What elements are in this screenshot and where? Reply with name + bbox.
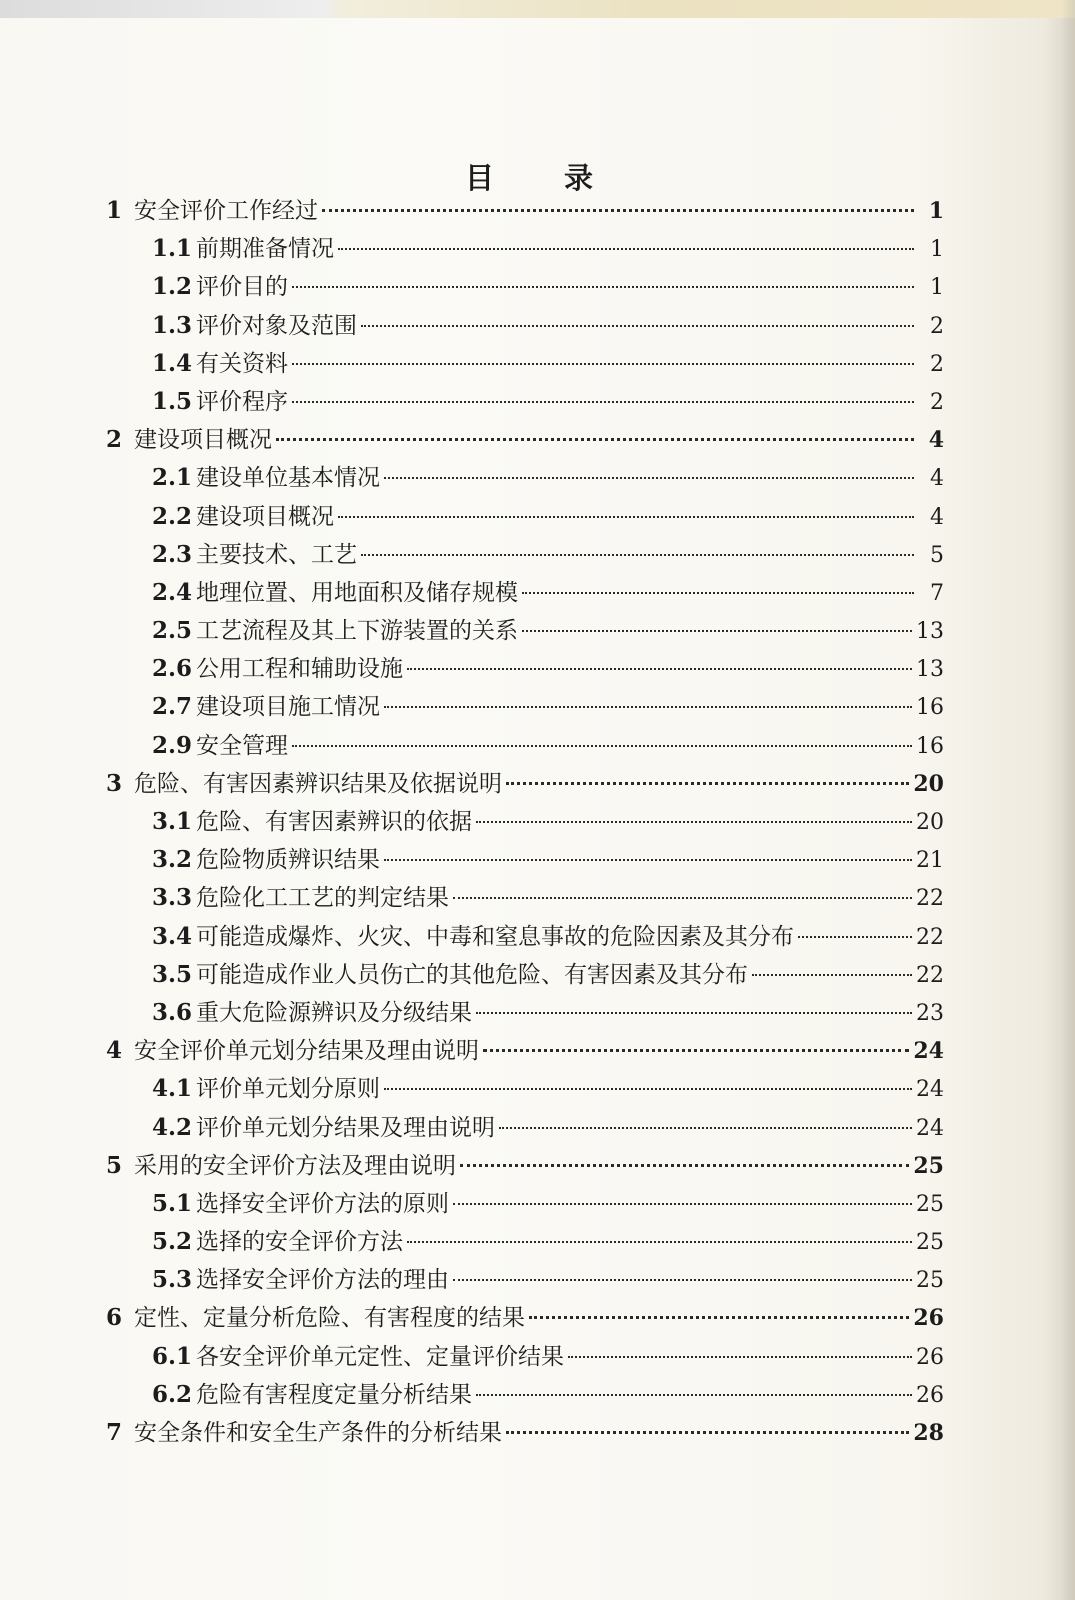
scan-right-edge bbox=[1061, 0, 1075, 1600]
toc-page-number: 1 bbox=[930, 237, 944, 263]
toc-section-entry[interactable] bbox=[106, 1261, 944, 1299]
toc-page-number: 13 bbox=[916, 619, 944, 645]
toc-entry-title: 危险、有害因素辨识的依据 bbox=[196, 809, 472, 835]
toc-page-number: 26 bbox=[916, 1344, 944, 1370]
toc-section-entry[interactable] bbox=[106, 498, 944, 536]
toc-page-number: 21 bbox=[916, 848, 944, 874]
toc-entry-number: 3.6 bbox=[152, 998, 193, 1026]
toc-entry-title: 前期准备情况 bbox=[196, 236, 334, 263]
toc-entry-number: 2.2 bbox=[152, 502, 193, 530]
toc-section-entry[interactable] bbox=[106, 994, 944, 1032]
toc-section-entry[interactable] bbox=[106, 307, 944, 345]
toc-page-number: 22 bbox=[916, 924, 944, 950]
toc-section-entry[interactable] bbox=[106, 345, 944, 383]
toc-entry-number: 5.1 bbox=[152, 1189, 193, 1217]
toc-entry-title: 评价对象及范围 bbox=[196, 312, 357, 339]
toc-entry-title: 安全条件和安全生产条件的分析结果 bbox=[134, 1420, 502, 1446]
toc-dot-leader bbox=[384, 477, 914, 479]
toc-section-entry[interactable] bbox=[106, 727, 944, 765]
toc-chapter-entry[interactable] bbox=[106, 1414, 944, 1452]
toc-section-entry[interactable] bbox=[106, 574, 944, 612]
toc-entry-title: 有关资料 bbox=[196, 350, 288, 377]
toc-entry-number: 2.5 bbox=[152, 617, 193, 645]
toc-entry-title: 重大危险源辨识及分级结果 bbox=[196, 999, 472, 1026]
toc-entry-number: 3.4 bbox=[152, 922, 193, 950]
toc-page-number: 2 bbox=[930, 389, 944, 415]
toc-entry-number: 4.1 bbox=[152, 1075, 193, 1103]
toc-dot-leader bbox=[292, 363, 914, 365]
toc-entry-title: 建设项目概况 bbox=[196, 503, 334, 530]
toc-chapter-entry[interactable] bbox=[106, 192, 944, 230]
toc-entry-title: 选择安全评价方法的理由 bbox=[196, 1267, 449, 1294]
toc-dot-leader bbox=[292, 401, 914, 403]
toc-entry-number: 2.9 bbox=[152, 731, 193, 759]
toc-entry-title: 工艺流程及其上下游装置的关系 bbox=[196, 618, 518, 645]
toc-section-entry[interactable] bbox=[106, 612, 944, 650]
toc-entry-title: 危险有害程度定量分析结果 bbox=[196, 1381, 472, 1408]
toc-dot-leader bbox=[798, 936, 912, 938]
toc-dot-leader bbox=[276, 438, 914, 441]
toc-dot-leader bbox=[476, 821, 912, 823]
toc-page-number: 4 bbox=[930, 504, 944, 530]
toc-chapter-entry[interactable] bbox=[106, 421, 944, 459]
toc-dot-leader bbox=[476, 1012, 912, 1014]
toc-entry-title: 建设项目施工情况 bbox=[196, 694, 380, 721]
toc-entry-number: 4 bbox=[106, 1037, 123, 1065]
page-title: 目 录 bbox=[464, 161, 624, 195]
toc-section-entry[interactable] bbox=[106, 956, 944, 994]
toc-entry-title: 评价目的 bbox=[196, 274, 288, 301]
toc-section-entry[interactable] bbox=[106, 1376, 944, 1414]
toc-entry-number: 2.3 bbox=[152, 540, 193, 568]
toc-dot-leader bbox=[529, 1316, 909, 1319]
toc-entry-number: 3 bbox=[106, 769, 123, 797]
toc-page-number: 16 bbox=[916, 733, 944, 759]
toc-section-entry[interactable] bbox=[106, 918, 944, 956]
toc-page-number: 26 bbox=[913, 1305, 944, 1332]
toc-dot-leader bbox=[453, 1279, 912, 1281]
scan-top-edge bbox=[0, 0, 1075, 18]
toc-entry-title: 主要技术、工艺 bbox=[196, 541, 357, 568]
toc-page-number: 25 bbox=[916, 1191, 944, 1217]
toc-dot-leader bbox=[483, 1049, 909, 1052]
toc-section-entry[interactable] bbox=[106, 383, 944, 421]
toc-dot-leader bbox=[322, 209, 914, 212]
toc-dot-leader bbox=[506, 1431, 909, 1434]
toc-entry-number: 2.4 bbox=[152, 578, 193, 606]
toc-entry-number: 1 bbox=[106, 197, 123, 224]
toc-section-entry[interactable] bbox=[106, 841, 944, 879]
toc-page-number: 5 bbox=[930, 542, 944, 568]
toc-page-number: 26 bbox=[916, 1382, 944, 1408]
toc-entry-number: 1.5 bbox=[152, 387, 193, 415]
toc-page-number: 7 bbox=[930, 580, 944, 606]
toc-dot-leader bbox=[453, 1203, 912, 1205]
toc-dot-leader bbox=[384, 1088, 912, 1090]
toc-section-entry[interactable] bbox=[106, 688, 944, 726]
toc-entry-title: 选择安全评价方法的原则 bbox=[196, 1190, 449, 1217]
toc-entry-number: 6 bbox=[106, 1304, 123, 1332]
toc-page-number: 25 bbox=[916, 1230, 944, 1256]
toc-entry-number: 6.1 bbox=[152, 1342, 193, 1370]
toc-entry-title: 定性、定量分析危险、有害程度的结果 bbox=[134, 1305, 525, 1332]
toc-entry-title: 评价单元划分结果及理由说明 bbox=[196, 1114, 495, 1141]
toc-page-number: 23 bbox=[916, 1000, 944, 1026]
toc-section-entry[interactable] bbox=[106, 1070, 944, 1108]
toc-entry-number: 1.3 bbox=[152, 311, 193, 339]
toc-entry-title: 可能造成作业人员伤亡的其他危险、有害因素及其分布 bbox=[196, 961, 748, 988]
toc-entry-title: 安全管理 bbox=[196, 732, 288, 759]
toc-section-entry[interactable] bbox=[106, 879, 944, 917]
toc-dot-leader bbox=[506, 782, 909, 785]
toc-page-number: 28 bbox=[913, 1420, 944, 1446]
toc-entry-number: 1.1 bbox=[152, 235, 193, 263]
toc-section-entry[interactable] bbox=[106, 268, 944, 306]
toc-page-number: 25 bbox=[913, 1152, 944, 1179]
toc-entry-title: 采用的安全评价方法及理由说明 bbox=[134, 1152, 456, 1179]
toc-entry-title: 危险、有害因素辨识结果及依据说明 bbox=[134, 770, 502, 797]
toc-dot-leader bbox=[522, 630, 912, 632]
toc-entry-number: 7 bbox=[106, 1419, 123, 1446]
toc-page-number: 25 bbox=[916, 1268, 944, 1294]
toc-dot-leader bbox=[453, 897, 912, 899]
toc-dot-leader bbox=[292, 745, 912, 747]
toc-entry-number: 3.2 bbox=[152, 846, 193, 874]
table-of-contents bbox=[106, 192, 944, 1452]
toc-entry-number: 5.3 bbox=[152, 1266, 193, 1294]
toc-dot-leader bbox=[476, 1394, 912, 1396]
toc-entry-title: 可能造成爆炸、火灾、中毒和窒息事故的危险因素及其分布 bbox=[196, 923, 794, 950]
toc-entry-number: 4.2 bbox=[152, 1113, 193, 1141]
toc-section-entry[interactable] bbox=[106, 1109, 944, 1147]
toc-entry-number: 3.1 bbox=[152, 808, 193, 835]
toc-entry-number: 5 bbox=[106, 1151, 123, 1179]
toc-chapter-entry[interactable] bbox=[106, 765, 944, 803]
toc-entry-title: 公用工程和辅助设施 bbox=[196, 656, 403, 683]
toc-section-entry[interactable] bbox=[106, 803, 944, 841]
toc-page-number: 24 bbox=[916, 1115, 944, 1141]
toc-dot-leader bbox=[384, 706, 912, 708]
toc-entry-title: 安全评价工作经过 bbox=[134, 198, 318, 224]
toc-page-number: 22 bbox=[916, 962, 944, 988]
toc-entry-number: 2.6 bbox=[152, 655, 193, 683]
toc-chapter-entry[interactable] bbox=[106, 1032, 944, 1070]
toc-dot-leader bbox=[522, 592, 914, 594]
toc-entry-number: 2.7 bbox=[152, 693, 193, 721]
toc-dot-leader bbox=[407, 1241, 912, 1243]
toc-section-entry[interactable] bbox=[106, 459, 944, 497]
toc-page-number: 2 bbox=[930, 313, 944, 339]
toc-entry-title: 评价程序 bbox=[196, 388, 288, 415]
toc-dot-leader bbox=[568, 1356, 912, 1358]
toc-page-number: 22 bbox=[916, 886, 944, 912]
toc-entry-title: 危险化工工艺的判定结果 bbox=[196, 885, 449, 912]
toc-dot-leader bbox=[338, 516, 914, 518]
toc-section-entry[interactable] bbox=[106, 536, 944, 574]
toc-dot-leader bbox=[361, 325, 914, 327]
toc-entry-title: 安全评价单元划分结果及理由说明 bbox=[134, 1038, 479, 1065]
toc-dot-leader bbox=[338, 248, 914, 250]
toc-entry-number: 1.2 bbox=[152, 273, 193, 301]
toc-page-number: 4 bbox=[928, 427, 944, 454]
toc-dot-leader bbox=[752, 974, 912, 976]
toc-entry-number: 6.2 bbox=[152, 1380, 193, 1408]
toc-dot-leader bbox=[361, 554, 914, 556]
toc-entry-title: 选择的安全评价方法 bbox=[196, 1229, 403, 1256]
toc-page-number: 16 bbox=[916, 695, 944, 721]
toc-entry-number: 3.3 bbox=[152, 884, 193, 912]
toc-section-entry[interactable] bbox=[106, 1185, 944, 1223]
toc-section-entry[interactable] bbox=[106, 1338, 944, 1376]
toc-page-number: 1 bbox=[928, 198, 944, 224]
toc-section-entry[interactable] bbox=[106, 230, 944, 268]
toc-entry-number: 5.2 bbox=[152, 1228, 193, 1256]
toc-entry-number: 3.5 bbox=[152, 960, 193, 988]
toc-page-number: 20 bbox=[916, 810, 944, 835]
toc-chapter-entry[interactable] bbox=[106, 1299, 944, 1337]
toc-dot-leader bbox=[384, 859, 912, 861]
toc-entry-title: 危险物质辨识结果 bbox=[196, 847, 380, 874]
toc-entry-title: 建设单位基本情况 bbox=[196, 465, 380, 492]
toc-page-number: 1 bbox=[930, 275, 944, 301]
toc-page-number: 13 bbox=[916, 657, 944, 683]
toc-page-number: 24 bbox=[913, 1038, 944, 1065]
toc-dot-leader bbox=[292, 286, 914, 288]
toc-entry-title: 建设项目概况 bbox=[134, 427, 272, 454]
toc-page-number: 24 bbox=[916, 1077, 944, 1103]
toc-entry-number: 2 bbox=[106, 426, 123, 454]
toc-entry-number: 1.4 bbox=[152, 349, 193, 377]
toc-entry-number: 2.1 bbox=[152, 464, 193, 492]
toc-entry-title: 评价单元划分原则 bbox=[196, 1076, 380, 1103]
toc-chapter-entry[interactable] bbox=[106, 1147, 944, 1185]
toc-entry-title: 各安全评价单元定性、定量评价结果 bbox=[196, 1343, 564, 1370]
toc-dot-leader bbox=[460, 1164, 909, 1167]
toc-entry-title: 地理位置、用地面积及储存规模 bbox=[196, 579, 518, 606]
toc-dot-leader bbox=[499, 1127, 912, 1129]
toc-section-entry[interactable] bbox=[106, 1223, 944, 1261]
toc-page-number: 4 bbox=[930, 466, 944, 492]
toc-section-entry[interactable] bbox=[106, 650, 944, 688]
toc-page-number: 2 bbox=[930, 351, 944, 377]
toc-dot-leader bbox=[407, 668, 912, 670]
toc-page-number: 20 bbox=[913, 770, 944, 797]
